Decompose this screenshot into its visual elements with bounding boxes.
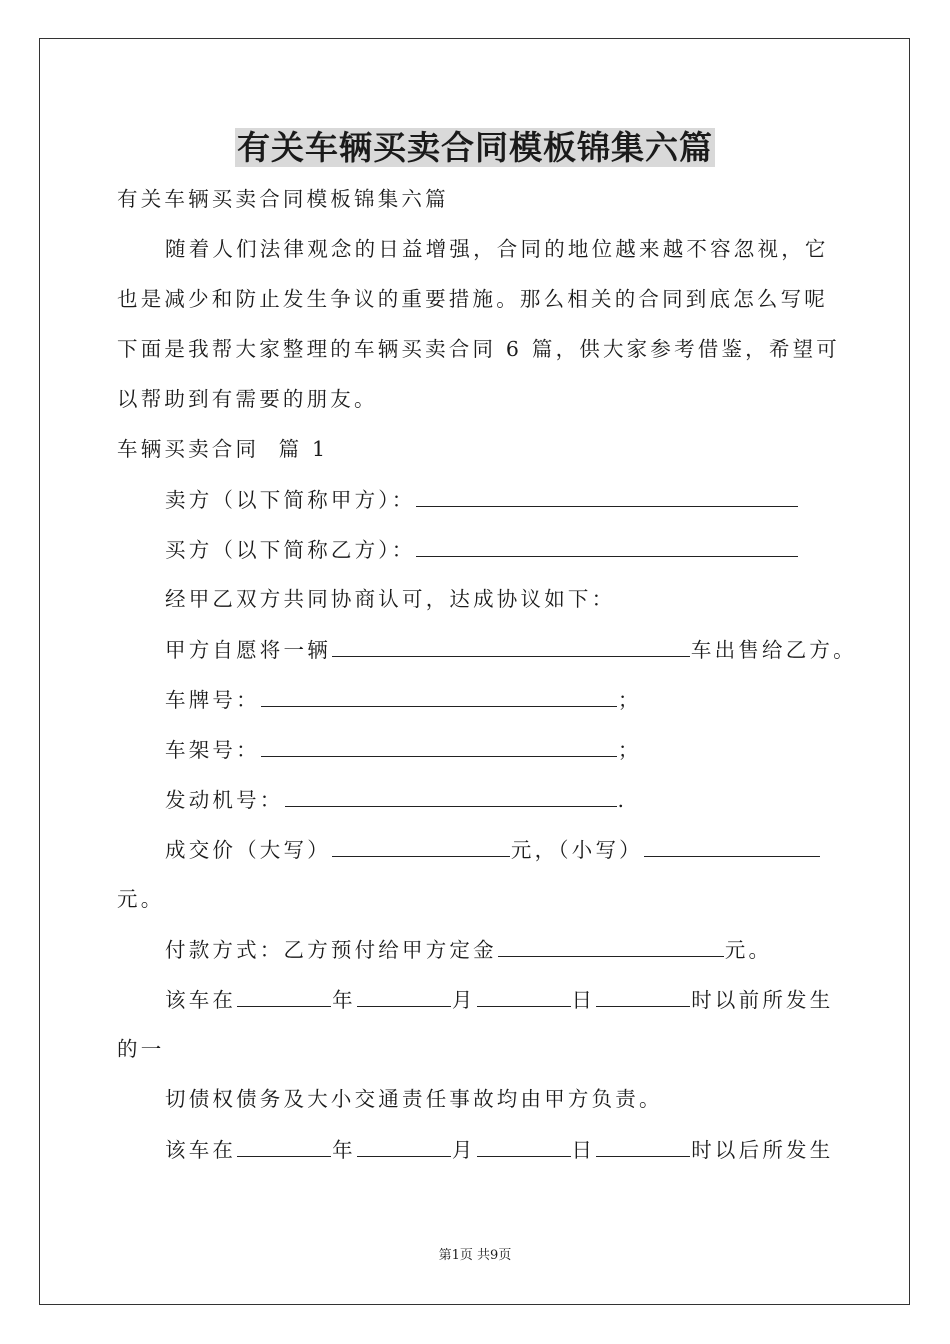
after-day-blank (477, 1134, 571, 1157)
seller-line (0, 484, 950, 515)
day-blank (477, 984, 571, 1007)
after-hour-blank (596, 1134, 690, 1157)
engine-end: . (617, 788, 628, 812)
subtitle: 有关车辆买卖合同模板锦集六篇 (117, 187, 449, 211)
payment-label: 付款方式：乙方预付给甲方定金 (165, 938, 497, 962)
price-middle: 元，（小写） (510, 838, 643, 862)
vehicle-suffix: 车出售给乙方。 (690, 638, 857, 662)
frame-end: ； (617, 738, 642, 762)
after-day-label: 日 (571, 1138, 596, 1162)
frame-blank (261, 734, 617, 757)
payment-line (0, 934, 950, 965)
buyer-line (0, 534, 950, 565)
frame-label: 车架号： (165, 738, 260, 762)
plate-blank (261, 684, 617, 707)
plate-end: ； (617, 688, 642, 712)
price-lowercase-blank (644, 834, 820, 857)
month-label: 月 (451, 988, 476, 1012)
deposit-blank (498, 934, 724, 957)
before-label: 该车在 (165, 988, 237, 1012)
debt-line: 切债权债务及大小交通责任事故均由甲方负责。 (165, 1087, 663, 1111)
intro-line-2: 也是减少和防止发生争议的重要措施。那么相关的合同到底怎么写呢 (117, 287, 828, 311)
after-month-blank (357, 1134, 451, 1157)
year-blank (237, 984, 331, 1007)
frame-line (0, 734, 950, 765)
after-year-label: 年 (332, 1138, 356, 1162)
before-date-line (0, 984, 950, 1015)
after-date-line (0, 1134, 950, 1165)
agreement-line: 经甲乙双方共同协商认可，达成协议如下： (165, 587, 616, 611)
day-label: 日 (571, 988, 596, 1012)
hour-blank (596, 984, 690, 1007)
after-suffix: 时以后所发生 (691, 1138, 834, 1162)
buyer-blank (416, 534, 798, 557)
payment-suffix: 元。 (724, 938, 773, 962)
before-continuation: 的一 (117, 1037, 165, 1061)
intro-line-3: 下面是我帮大家整理的车辆买卖合同 6 篇，供大家参考借鉴，希望可 (117, 337, 840, 361)
after-label: 该车在 (165, 1138, 237, 1162)
document-title: 有关车辆买卖合同模板锦集六篇 (237, 128, 713, 167)
year-label: 年 (332, 988, 356, 1012)
page-footer: 第1页 共9页 (438, 1248, 512, 1263)
plate-line (0, 684, 950, 715)
price-line (0, 834, 950, 865)
engine-line (0, 784, 950, 815)
price-uppercase-blank (332, 834, 510, 857)
buyer-label: 买方（以下简称乙方）： (165, 538, 416, 562)
vehicle-blank (332, 634, 690, 657)
before-suffix: 时以前所发生 (691, 988, 834, 1012)
month-blank (357, 984, 451, 1007)
after-month-label: 月 (451, 1138, 476, 1162)
plate-label: 车牌号： (165, 688, 260, 712)
section-heading: 车辆买卖合同 篇 1 (117, 437, 329, 461)
seller-label: 卖方（以下简称甲方）： (165, 488, 416, 512)
engine-blank (285, 784, 617, 807)
price-label: 成交价（大写） (165, 838, 331, 862)
page-border (39, 38, 910, 1305)
vehicle-label: 甲方自愿将一辆 (165, 638, 331, 662)
intro-line-1: 随着人们法律观念的日益增强，合同的地位越来越不容忽视，它 (165, 237, 829, 261)
vehicle-line (0, 634, 950, 665)
after-year-blank (237, 1134, 331, 1157)
price-suffix: 元。 (117, 887, 165, 911)
intro-line-4: 以帮助到有需要的朋友。 (117, 387, 378, 411)
engine-label: 发动机号： (165, 788, 284, 812)
seller-blank (416, 484, 798, 507)
